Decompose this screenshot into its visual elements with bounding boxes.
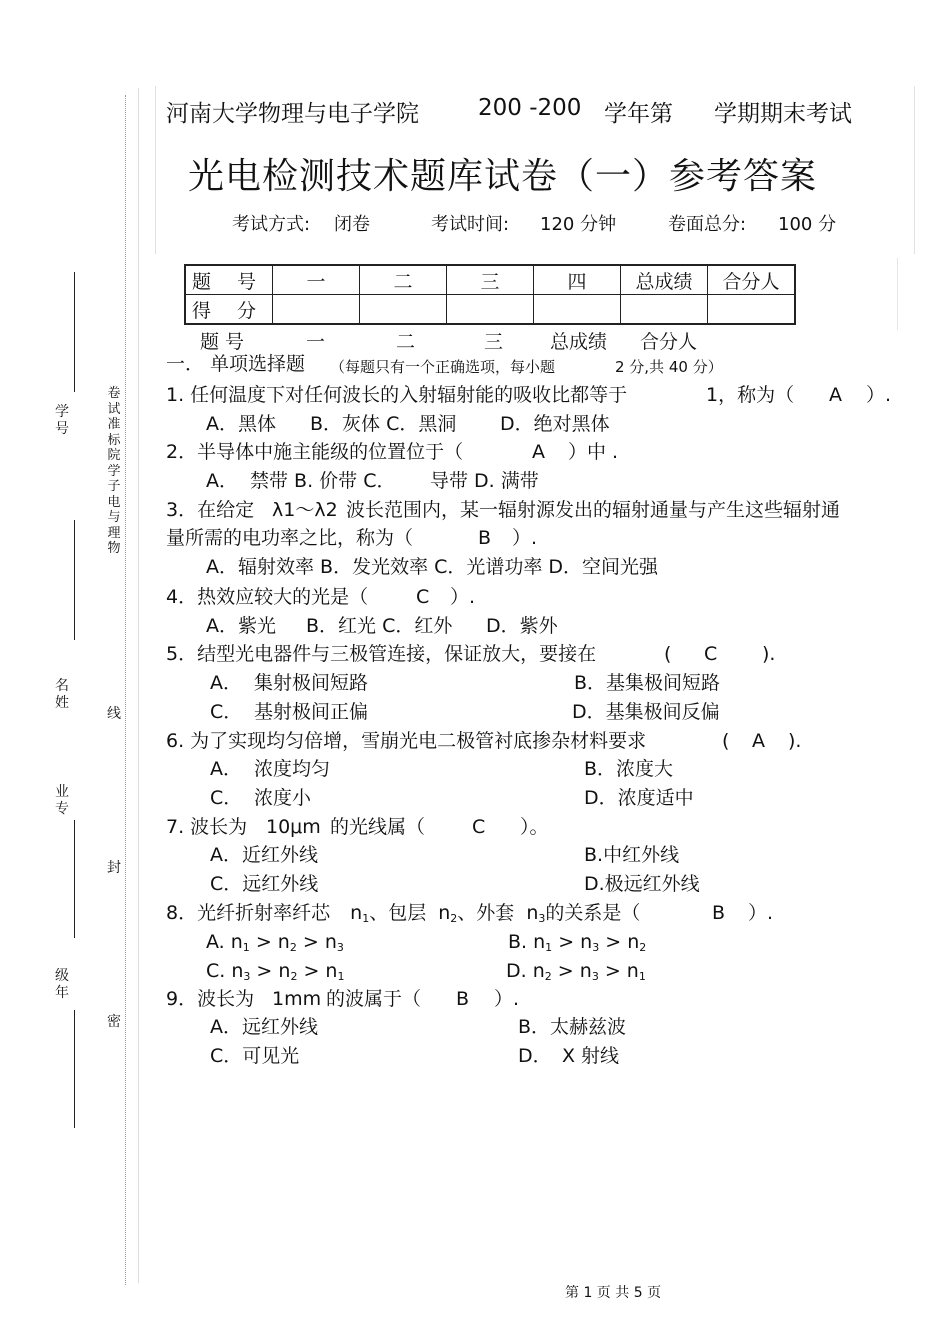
total-score-value: 100 分 (778, 214, 837, 235)
page-number: 第 1 页 共 5 页 (565, 1285, 662, 1301)
question-2-option: 导带 D. 满带 (430, 470, 539, 492)
question-7-stem: 7. 波长为 (166, 816, 248, 838)
ghost-row-cell: 合分人 (640, 331, 698, 353)
score-cell: 总成绩 (621, 265, 708, 295)
n-symbol: n (350, 902, 363, 924)
question-8-stem-text: 、外套 (457, 902, 515, 924)
question-8-stem-text: 的关系是（ (545, 902, 641, 924)
margin-rule (74, 520, 75, 640)
margin-feng-label: 封 (107, 860, 121, 876)
question-1-answer: A (829, 384, 842, 406)
question-8-option-c: C. n3 > n2 > n1 (206, 960, 345, 983)
question-1-stem-tail: 1，称为（ (706, 384, 795, 406)
question-8-close: ）. (748, 902, 774, 924)
ghost-row-cell: 总成绩 (550, 331, 608, 353)
page-frame-left (138, 88, 139, 1283)
question-9-wavelength: 1mm (272, 988, 322, 1010)
margin-xian-label: 线 (107, 706, 121, 722)
margin-rule (74, 820, 75, 938)
exam-method-value: 闭卷 (334, 214, 370, 235)
exam-time-label: 考试时间: (431, 214, 510, 235)
section-note-points: 2 分,共 40 分） (615, 358, 723, 376)
question-4-option: D．紫外 (486, 615, 558, 637)
question-9-close: ）. (494, 988, 520, 1010)
question-8-stem-text: 、包层 (369, 902, 427, 924)
question-6-stem: 6. 为了实现均匀倍增，雪崩光电二极管衬底掺杂材料要求 (166, 730, 647, 752)
question-5-close: ). (762, 643, 776, 665)
question-8-option-a: A. n1 > n2 > n3 (206, 931, 344, 954)
question-5-stem: 5．结型光电器件与三极管连接，保证放大，要接在 (166, 643, 597, 665)
question-9-option-letter: D． (518, 1045, 552, 1067)
question-6-open: ( (722, 730, 730, 752)
margin-xuehao-label: 学号 (55, 404, 69, 437)
score-cell: 题 号 (185, 265, 273, 295)
exam-time-value: 120 分钟 (540, 214, 617, 235)
question-5-option: D．基集极间反偏 (572, 701, 720, 723)
question-8-option-d: D. n2 > n3 > n1 (506, 960, 646, 983)
question-2-close: ）中 . (568, 441, 619, 463)
question-2-answer: A (532, 441, 545, 463)
score-input-cell[interactable] (360, 295, 447, 325)
question-3-stem: 3．在给定 (166, 499, 255, 521)
question-8-answer: B (712, 902, 726, 924)
question-1-option: B．灰体 C．黑洞 (310, 413, 457, 435)
score-cell: 得 分 (185, 295, 273, 325)
question-4-answer: C (416, 586, 430, 608)
question-6-option: 浓度均匀 (254, 758, 331, 780)
margin-rule (74, 272, 75, 392)
question-1-close: ）. (866, 384, 892, 406)
question-9-stem-continued: 的波属于（ (326, 988, 422, 1010)
question-6-option: 浓度小 (254, 787, 312, 809)
question-2-stem: 2．半导体中施主能级的位置位于（ (166, 441, 464, 463)
margin-vertical-note: 卷试准标院学子电与理物 (107, 386, 121, 556)
question-5-option: B．基集极间短路 (574, 672, 721, 694)
margin-rule (74, 1010, 75, 1128)
university-name: 河南大学物理与电子学院 (166, 101, 419, 127)
score-input-cell[interactable] (273, 295, 360, 325)
question-7-option: C．远红外线 (210, 873, 319, 895)
question-9-stem: 9．波长为 (166, 988, 255, 1010)
question-5-answer: C (704, 643, 718, 665)
question-7-option: B.中红外线 (584, 844, 680, 866)
section-note: （每题只有一个正确选项，每小题 (330, 358, 556, 376)
question-3-answer: B (478, 527, 492, 549)
ghost-row-cell: 题 号 (200, 331, 245, 353)
question-6-answer: A (752, 730, 765, 752)
margin-nianji-label: 级年 (55, 968, 69, 1001)
score-input-cell[interactable] (708, 295, 796, 325)
margin-mi-label: 密 (107, 1014, 121, 1030)
question-6-close: ). (788, 730, 802, 752)
question-3-close: ）. (512, 527, 538, 549)
page-title: 光电检测技术题库试卷（一）参考答案 (188, 156, 818, 197)
binding-dotted-line (125, 95, 126, 1285)
question-9-answer: B (456, 988, 470, 1010)
question-9-option: B．太赫兹波 (518, 1016, 627, 1038)
question-5-open: ( (664, 643, 672, 665)
ghost-row-cell: 一 (306, 331, 326, 353)
score-input-cell[interactable] (447, 295, 534, 325)
term-label: 学期期末考试 (714, 101, 852, 127)
question-9-option: A．远红外线 (210, 1016, 318, 1038)
section-title: 一． 单项选择题 (166, 353, 306, 375)
question-8-option-b: B. n1 > n3 > n2 (508, 931, 647, 954)
score-input-cell[interactable] (534, 295, 621, 325)
total-score-label: 卷面总分: (668, 214, 747, 235)
question-4-stem: 4．热效应较大的光是（ (166, 586, 369, 608)
question-2-option: 禁带 B. 价带 C． (250, 470, 396, 492)
score-table-score-row (185, 295, 795, 325)
question-4-close: ）. (450, 586, 476, 608)
question-3-wavelength-range: λ1～λ2 (272, 499, 338, 521)
question-2-option: A． (206, 470, 238, 492)
question-7-option: D.极远红外线 (584, 873, 700, 895)
ghost-row-cell: 二 (396, 331, 416, 353)
question-5-option: 基射极间正偏 (254, 701, 369, 723)
question-4-option: B．红光 C．红外 (306, 615, 453, 637)
question-9-option: X 射线 (562, 1045, 620, 1067)
question-3-stem-continued: 波长范围内，某一辐射源发出的辐射通量与产生这些辐射通 (346, 499, 841, 521)
margin-zhuanye-label: 业专 (55, 784, 69, 817)
academic-year-label: 学年第 (604, 101, 673, 127)
question-6-option: B．浓度大 (584, 758, 674, 780)
question-5-option-letter: C． (210, 701, 243, 723)
question-8-stem: 8．光纤折射率纤芯 n1、包层 n2、外套 n3的关系是（ (166, 902, 641, 925)
question-3-stem-line2: 量所需的电功率之比，称为（ (166, 527, 414, 549)
question-7-answer: C (472, 816, 486, 838)
question-5-option-letter: A． (210, 672, 242, 694)
question-5-option: 集射极间短路 (254, 672, 369, 694)
academic-years: 200 -200 (478, 95, 582, 121)
score-table-header-row (185, 265, 795, 295)
question-6-option-letter: A． (210, 758, 242, 780)
page-frame-right (897, 258, 898, 330)
question-8-stem-text: 8．光纤折射率纤芯 (166, 902, 331, 924)
question-3-option: A．辐射效率 B．发光效率 C．光谱功率 D．空间光强 (206, 556, 659, 578)
question-9-option: C．可见光 (210, 1045, 300, 1067)
question-1-option: D．绝对黑体 (500, 413, 610, 435)
margin-xingming-label: 名姓 (55, 678, 69, 711)
question-7-close: ）。 (520, 816, 549, 838)
ghost-row-cell: 三 (484, 331, 504, 353)
question-7-wavelength: 10μm (266, 816, 321, 838)
question-6-option: D．浓度适中 (584, 787, 694, 809)
question-4-option: A．紫光 (206, 615, 276, 637)
exam-method-label: 考试方式: (232, 214, 311, 235)
score-table (184, 264, 796, 325)
question-7-option: A．近红外线 (210, 844, 318, 866)
question-1-stem: 1. 任何温度下对任何波长的入射辐射能的吸收比都等于 (166, 384, 628, 406)
score-input-cell[interactable] (621, 295, 708, 325)
score-cell: 三 (447, 265, 534, 295)
question-7-stem-continued: 的光线属（ (330, 816, 426, 838)
score-cell: 一 (273, 265, 360, 295)
score-cell: 合分人 (708, 265, 796, 295)
question-1-option: A．黑体 (206, 413, 276, 435)
score-cell: 二 (360, 265, 447, 295)
question-6-option-letter: C． (210, 787, 243, 809)
score-cell: 四 (534, 265, 621, 295)
